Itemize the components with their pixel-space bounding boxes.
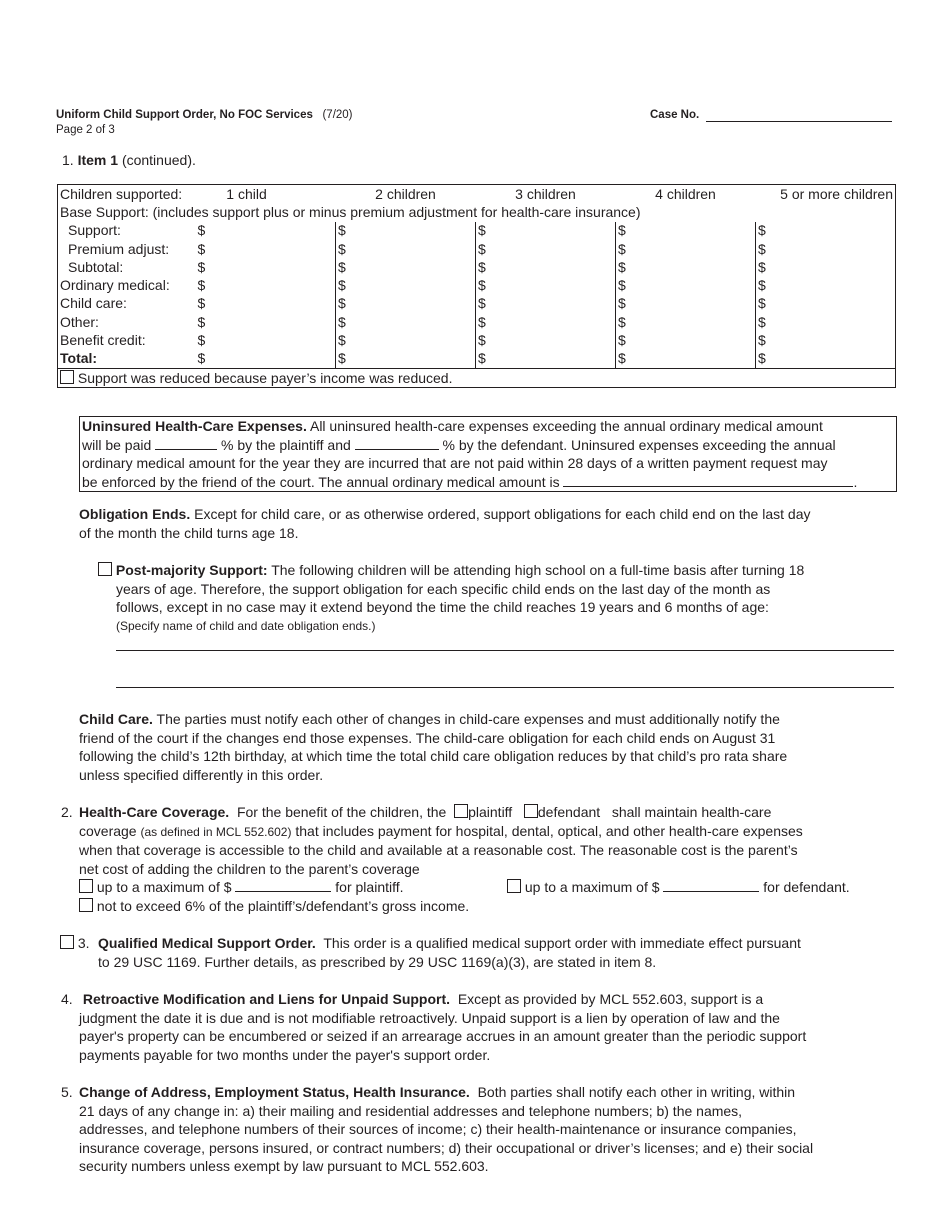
amount-cell[interactable]: $: [476, 331, 616, 349]
amount-cell[interactable]: $: [616, 276, 756, 294]
amount-cell[interactable]: $: [476, 240, 616, 258]
max-defendant-field[interactable]: [663, 879, 759, 892]
amount-cell[interactable]: $: [197, 332, 206, 349]
amount-cell[interactable]: $: [756, 258, 896, 276]
obligation-ends-paragraph: Obligation Ends. Except for child care, or as otherwise ordered, support obligations for each child end on the last day of the month the child turns age 18.: [79, 506, 811, 541]
annual-medical-amount-field[interactable]: [563, 474, 853, 487]
defendant-checkbox[interactable]: [524, 804, 538, 818]
amount-cell[interactable]: $: [336, 313, 476, 331]
max-plaintiff-checkbox[interactable]: [79, 879, 93, 893]
amount-cell[interactable]: $: [476, 313, 616, 331]
amount-cell[interactable]: $: [197, 313, 206, 330]
amount-cell[interactable]: $: [616, 240, 756, 258]
amount-cell[interactable]: $: [336, 276, 476, 294]
amount-cell[interactable]: $: [476, 276, 616, 294]
amount-cell[interactable]: $: [756, 331, 896, 349]
defendant-percent-field[interactable]: [355, 437, 439, 450]
support-table: [57, 184, 896, 388]
table-row: Support: $ $ $ $ $: [58, 222, 896, 240]
amount-cell[interactable]: $: [197, 277, 206, 294]
item5-number: 5.: [61, 1084, 73, 1100]
amount-cell[interactable]: $: [476, 295, 616, 313]
item4-paragraph: Retroactive Modification and Liens for Unpaid Support. Except as provided by MCL 552.603, support is a judgment the date it is due and is not modifiable retroactively. Unpaid support is a lien by operation of law and the payer's property can be encumbered or seized if an arrearage accrues in an amount greater than the periodic support payments payable for two months under the payer's support order.: [79, 991, 807, 1063]
item2-paragraph: Health-Care Coverage. For the benefit of the children, the plaintiff defendant shall maintain health-care coverage (as defined in MCL 552.602) that includes payment for hospital, dental, optical, and other health-care expenses when that coverage is accessible to the child and available at a reasonable cost. The reasonable cost is the parent’s net cost of adding the children to the parent’s coverage up to a maximum of $ for plaintiff. up to a maximum of $ for defendant. not to exceed 6% of the plaintiff’s/defendant’s gross income.: [79, 804, 850, 914]
amount-cell[interactable]: $: [476, 222, 616, 240]
amount-cell[interactable]: $: [336, 295, 476, 313]
amount-cell[interactable]: $: [616, 222, 756, 240]
item3-paragraph: Qualified Medical Support Order. This order is a qualified medical support order with immediate effect pursuant to 29 USC 1169. Further details, as prescribed by 29 USC 1169(a)(3), are stated in item 8.: [98, 935, 801, 970]
amount-cell[interactable]: $: [756, 222, 896, 240]
table-row: Ordinary medical: $ $ $ $ $: [58, 276, 896, 294]
amount-cell[interactable]: $: [336, 258, 476, 276]
amount-cell[interactable]: $: [197, 258, 206, 275]
amount-cell[interactable]: $: [336, 240, 476, 258]
post-majority-line-1[interactable]: [116, 650, 894, 651]
amount-cell[interactable]: $: [616, 258, 756, 276]
amount-cell[interactable]: $: [197, 222, 206, 239]
item2-number: 2.: [61, 804, 73, 820]
plaintiff-percent-field[interactable]: [155, 437, 217, 450]
amount-cell[interactable]: $: [336, 350, 476, 369]
qmso-checkbox[interactable]: [60, 935, 74, 949]
max-defendant-checkbox[interactable]: [507, 879, 521, 893]
amount-cell[interactable]: $: [197, 295, 206, 312]
base-support-row: Base Support: (includes support plus or minus premium adjustment for health-care insurance): [58, 203, 896, 221]
item1-heading: 1. Item 1 (continued).: [62, 152, 196, 168]
max-plaintiff-field[interactable]: [235, 879, 331, 892]
amount-cell[interactable]: $: [756, 276, 896, 294]
item4-number: 4.: [61, 991, 73, 1007]
form-title: Uniform Child Support Order, No FOC Services (7/20): [56, 109, 353, 121]
table-header-row: Children supported: 1 child 2 children 3 children 4 children 5 or more children: [58, 185, 896, 204]
page-number: Page 2 of 3: [56, 124, 115, 136]
table-row: Benefit credit: $ $ $ $ $: [58, 331, 896, 349]
reduced-row: Support was reduced because payer’s income was reduced.: [58, 368, 896, 387]
table-row: Premium adjust: $ $ $ $ $: [58, 240, 896, 258]
amount-cell[interactable]: $: [476, 350, 616, 369]
post-majority-paragraph: Post-majority Support: The following children will be attending high school on a full-time basis after turning 18 years of age. Therefore, the support obligation for each specific child ends on the last day of the month as follows, except in no case may it extend beyond the time the child reaches 19 years and 6 months of age: (Specify name of child and date obligation ends.): [98, 561, 898, 635]
amount-cell[interactable]: $: [197, 240, 206, 257]
item5-paragraph: Change of Address, Employment Status, Health Insurance. Both parties shall notify each other in writing, within 21 days of any change in: a) their mailing and residential addresses and telephone numbers; b) the names, addresses, and telephone numbers of their sources of income; c) their health-maintenance or insurance companies, insurance coverage, persons insured, or contract numbers; d) their occupational or driver’s licenses; and e) their social security numbers unless exempt by law pursuant to MCL 552.603.: [79, 1084, 814, 1175]
amount-cell[interactable]: $: [616, 313, 756, 331]
item3-number: 3.: [60, 934, 90, 953]
plaintiff-checkbox[interactable]: [454, 804, 468, 818]
amount-cell[interactable]: $: [336, 331, 476, 349]
amount-cell[interactable]: $: [756, 313, 896, 331]
post-majority-checkbox[interactable]: [98, 562, 112, 576]
amount-cell[interactable]: $: [756, 350, 896, 369]
amount-cell[interactable]: $: [197, 350, 206, 367]
not-exceed-checkbox[interactable]: [79, 898, 93, 912]
post-majority-line-2[interactable]: [116, 687, 894, 688]
table-row-total: Total: $ $ $ $ $: [58, 350, 896, 369]
table-row: Child care: $ $ $ $ $: [58, 295, 896, 313]
amount-cell[interactable]: $: [756, 295, 896, 313]
amount-cell[interactable]: $: [336, 222, 476, 240]
amount-cell[interactable]: $: [616, 331, 756, 349]
child-care-paragraph: Child Care. The parties must notify each other of changes in child-care expenses and must additionally notify the friend of the court if the changes end those expenses. The child-care obligation for each child ends on August 31 following the child’s 12th birthday, at which time the total child care obligation reduces by that child’s pro rata share unless specified differently in this order.: [79, 711, 788, 783]
amount-cell[interactable]: $: [616, 350, 756, 369]
case-no-label: Case No.: [650, 109, 700, 121]
case-no-field[interactable]: [706, 121, 892, 122]
amount-cell[interactable]: $: [756, 240, 896, 258]
uninsured-expenses-box: Uninsured Health-Care Expenses. All uninsured health-care expenses exceeding the annual ordinary medical amount will be paid % by the plaintiff and % by the defendant. Uninsured expenses exceeding the annual ordinary medical amount for the year they are incurred that are not paid within 28 days of a written payment request may be enforced by the friend of the court. The annual ordinary medical amount is .: [79, 416, 897, 492]
amount-cell[interactable]: $: [476, 258, 616, 276]
table-row: Subtotal: $ $ $ $ $: [58, 258, 896, 276]
reduced-checkbox[interactable]: [60, 370, 74, 384]
amount-cell[interactable]: $: [616, 295, 756, 313]
table-row: Other: $ $ $ $ $: [58, 313, 896, 331]
